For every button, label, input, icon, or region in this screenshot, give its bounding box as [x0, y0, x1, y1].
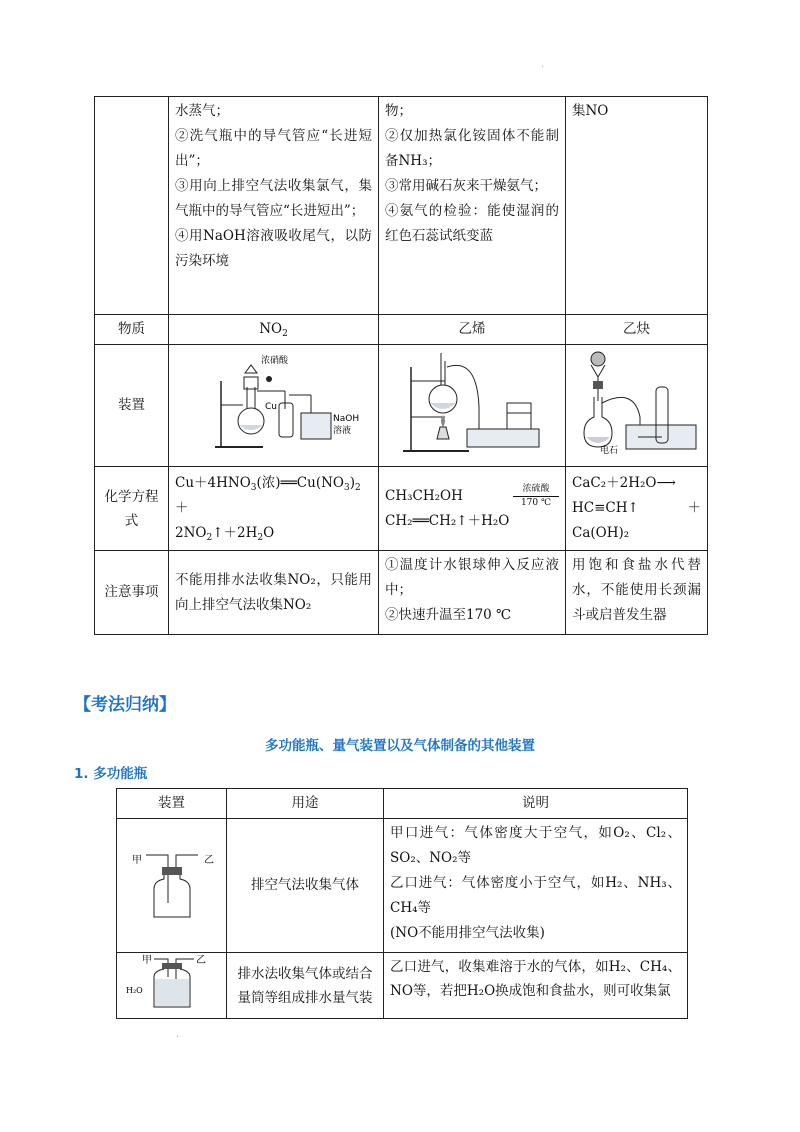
page-dot: · — [541, 62, 545, 73]
water-bottle-diagram — [117, 953, 227, 1019]
substance-header-row: 物质 $NO_2$ 乙烯 乙炔 — [95, 315, 708, 345]
heading-multifunction-bottle: 1. 多功能瓶 — [74, 766, 148, 782]
no2-notes: 不能用排水法收集NO₂，只能用向上排空气法收集NO₂ — [169, 551, 379, 635]
subtitle: 多功能瓶、量气装置以及气体制备的其他装置 — [265, 738, 535, 754]
equation-row — [95, 467, 708, 551]
notes-row — [95, 551, 708, 635]
multifunction-bottle-table — [116, 788, 688, 1019]
ethylene-header: 乙烯 — [379, 315, 566, 345]
water-collection-desc: 乙口进气，收集难溶于水的气体，如H₂、CH₄、NO等，若把H₂O换成饱和食盐水，则可收集氯 — [384, 953, 688, 1019]
section-title: 【考法归纳】 — [74, 695, 176, 715]
air-collection-desc: 甲口进气：气体密度大于空气，如O₂、Cl₂、SO₂、NO₂等 乙口进气：气体密度小于空气，如H₂、NH₃、CH₄等 (NO不能用排空气法收集) — [384, 819, 688, 953]
inlet-yi-label: 乙 — [203, 855, 214, 866]
apparatus-row: 装置 浓硝酸 Cu NaOH 溶液 电石 — [95, 345, 708, 467]
acetylene-header: 乙炔 — [566, 315, 708, 345]
no2-equation: $Cu+4HNO_3$(浓)$══Cu(NO_3)_2+$ $2NO_2↑+2H_2O$ — [169, 467, 379, 551]
air-collection-use: 排空气法收集气体 — [227, 819, 384, 953]
copper-label: Cu — [264, 402, 277, 412]
water-collection-use: 排水法收集气体或结合量筒等组成排水量气装 — [227, 953, 384, 1019]
inlet-jia-label-2: 甲 — [141, 955, 152, 966]
equation-label: 化学方程式 — [95, 467, 169, 551]
gas-preparation-table — [94, 96, 708, 635]
page-dot-bottom: · — [176, 1032, 180, 1043]
no2-apparatus-diagram — [169, 345, 379, 467]
ammonia-notes-cell: 物； ②仅加热氯化铵固体不能制备NH₃； ③常用碱石灰来干燥氨气； ④氨气的检验：能使湿润的红色石蕊试纸变蓝 — [379, 97, 566, 315]
acetylene-equation: CaC₂＋2H₂O⟶ HC≡CH↑ ＋ Ca(OH)₂ — [566, 467, 708, 551]
no-notes-cell: 集NO — [566, 97, 708, 315]
water-collection-row — [117, 953, 688, 1019]
solution-label: 溶液 — [332, 426, 351, 436]
table2-header-row: 装置 用途 说明 — [117, 789, 688, 819]
calcium-carbide-label: 电石 — [599, 446, 618, 456]
ethylene-apparatus-diagram — [379, 345, 566, 467]
air-collection-row — [117, 819, 688, 953]
notes-label: 注意事项 — [95, 551, 169, 635]
inlet-yi-label-2: 乙 — [195, 955, 206, 966]
acetylene-notes: 用饱和食盐水代替水，不能使用长颈漏斗或启普发生器 — [566, 551, 708, 635]
continuation-row — [95, 97, 708, 315]
conc-nitric-acid-label: 浓硝酸 — [260, 356, 288, 366]
inlet-jia-label: 甲 — [131, 855, 142, 866]
water-label: H₂O — [125, 986, 143, 995]
naoh-label: NaOH — [332, 414, 359, 424]
acetylene-apparatus-diagram — [566, 345, 708, 467]
chlorine-notes-cell: 水蒸气； ②洗气瓶中的导气管应“长进短出”； ③用向上排空气法收集氯气，集气瓶中的导气管应“长进短出”； ④用NaOH溶液吸收尾气，以防污染环境 — [169, 97, 379, 315]
no2-header: $NO_2$ — [169, 315, 379, 345]
gas-bottle-diagram — [117, 819, 227, 953]
ethylene-notes: ①温度计水银球伸入反应液中； ②快速升温至170 ℃ — [379, 551, 566, 635]
ethylene-equation: CH₃CH₂OH 浓硫酸 170 ℃ CH₂══CH₂↑＋H₂O — [379, 467, 566, 551]
